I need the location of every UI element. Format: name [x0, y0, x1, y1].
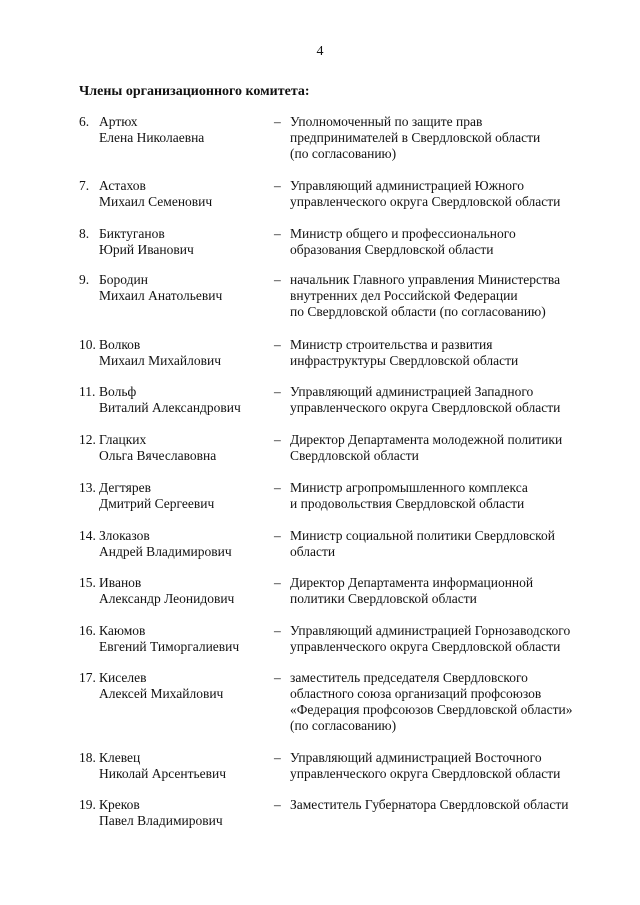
dash-separator: – — [274, 575, 281, 590]
member-surname: Вольф — [99, 384, 137, 399]
member-given-names: Николай Арсентьевич — [99, 766, 227, 781]
member-role-line: предпринимателей в Свердловской области — [290, 130, 541, 145]
member-role-line: (по согласованию) — [290, 146, 397, 161]
member-name — [99, 575, 234, 607]
page-number: 4 — [316, 44, 324, 59]
member-given-names: Дмитрий Сергеевич — [99, 496, 215, 511]
member-role — [290, 114, 610, 162]
member-role-line: «Федерация профсоюзов Свердловской области» — [290, 702, 573, 717]
member-name — [99, 670, 223, 702]
member-role-line: заместитель председателя Свердловского — [290, 670, 528, 685]
member-surname: Клевец — [99, 750, 141, 765]
member-surname: Киселев — [99, 670, 147, 685]
member-name — [99, 226, 194, 258]
member-name — [99, 750, 226, 782]
member-role-line: Управляющий администрацией Восточного — [290, 750, 542, 765]
member-number: 10. — [79, 337, 96, 352]
member-role-line: управленческого округа Свердловской области — [290, 194, 561, 209]
member-given-names: Александр Леонидович — [99, 591, 235, 606]
dash-separator: – — [274, 337, 281, 352]
member-role — [290, 432, 610, 464]
member-role-line: управленческого округа Свердловской области — [290, 400, 561, 415]
dash-separator: – — [274, 432, 281, 447]
member-number: 17. — [79, 670, 96, 685]
member-given-names: Елена Николаевна — [99, 130, 205, 145]
member-surname: Биктуганов — [99, 226, 165, 241]
member-given-names: Виталий Александрович — [99, 400, 241, 415]
member-number: 15. — [79, 575, 96, 590]
member-role-line: управленческого округа Свердловской области — [290, 639, 561, 654]
member-surname: Креков — [99, 797, 140, 812]
dash-separator: – — [274, 528, 281, 543]
member-role-line: Директор Департамента информационной — [290, 575, 534, 590]
member-given-names: Алексей Михайлович — [99, 686, 224, 701]
dash-separator: – — [274, 272, 281, 287]
member-role-line: (по согласованию) — [290, 718, 397, 733]
dash-separator: – — [274, 178, 281, 193]
dash-separator: – — [274, 670, 281, 685]
member-role — [290, 272, 610, 320]
member-role — [290, 575, 610, 607]
member-role-line: начальник Главного управления Министерства — [290, 272, 561, 287]
member-number: 8. — [79, 226, 90, 241]
dash-separator: – — [274, 750, 281, 765]
member-role — [290, 178, 610, 210]
member-given-names: Юрий Иванович — [99, 242, 194, 257]
member-name — [99, 480, 214, 512]
member-number: 16. — [79, 623, 96, 638]
member-given-names: Михаил Анатольевич — [99, 288, 223, 303]
member-role-line: областного союза организаций профсоюзов — [290, 686, 542, 701]
member-surname: Дегтярев — [99, 480, 151, 495]
member-given-names: Андрей Владимирович — [99, 544, 232, 559]
member-given-names: Евгений Тиморгалиевич — [99, 639, 240, 654]
member-role — [290, 384, 610, 416]
dash-separator: – — [274, 114, 281, 129]
member-name — [99, 432, 216, 464]
member-name — [99, 337, 221, 369]
member-surname: Каюмов — [99, 623, 146, 638]
member-surname: Злоказов — [99, 528, 150, 543]
dash-separator: – — [274, 623, 281, 638]
member-role — [290, 480, 610, 512]
dash-separator: – — [274, 480, 281, 495]
member-number: 11. — [79, 384, 96, 399]
member-surname: Бородин — [99, 272, 148, 287]
member-given-names: Ольга Вячеславовна — [99, 448, 217, 463]
section-heading: Члены организационного комитета: — [79, 84, 310, 99]
member-number: 9. — [79, 272, 90, 287]
member-number: 19. — [79, 797, 96, 812]
member-name — [99, 797, 223, 829]
member-given-names: Михаил Михайлович — [99, 353, 222, 368]
member-number: 7. — [79, 178, 90, 193]
member-role-line: Управляющий администрацией Западного — [290, 384, 534, 399]
member-role-line: и продовольствия Свердловской области — [290, 496, 525, 511]
member-number: 18. — [79, 750, 96, 765]
member-number: 13. — [79, 480, 96, 495]
member-given-names: Павел Владимирович — [99, 813, 223, 828]
dash-separator: – — [274, 384, 281, 399]
member-role — [290, 670, 610, 734]
member-role-line: по Свердловской области (по согласованию) — [290, 304, 546, 319]
member-role-line: Управляющий администрацией Горнозаводского — [290, 623, 571, 638]
member-surname: Астахов — [99, 178, 146, 193]
member-surname: Глацких — [99, 432, 147, 447]
member-given-names: Михаил Семенович — [99, 194, 213, 209]
member-role-line: управленческого округа Свердловской области — [290, 766, 561, 781]
member-number: 14. — [79, 528, 96, 543]
member-role-line: Управляющий администрацией Южного — [290, 178, 524, 193]
member-role-line: Заместитель Губернатора Свердловской области — [290, 797, 569, 812]
member-role-line: Директор Департамента молодежной политики — [290, 432, 563, 447]
member-name — [99, 178, 212, 210]
member-role-line: Министр социальной политики Свердловской — [290, 528, 556, 543]
member-name — [99, 528, 232, 560]
member-role-line: области — [290, 544, 336, 559]
member-role-line: внутренних дел Российской Федерации — [290, 288, 518, 303]
member-name — [99, 114, 204, 146]
member-number: 12. — [79, 432, 96, 447]
member-role — [290, 528, 610, 560]
member-role-line: образования Свердловской области — [290, 242, 494, 257]
member-role-line: Министр агропромышленного комплекса — [290, 480, 528, 495]
member-name — [99, 272, 222, 304]
member-role-line: политики Свердловской области — [290, 591, 477, 606]
member-number: 6. — [79, 114, 90, 129]
member-role-line: инфраструктуры Свердловской области — [290, 353, 519, 368]
member-role — [290, 226, 610, 258]
dash-separator: – — [274, 226, 281, 241]
member-role — [290, 750, 610, 782]
member-role — [290, 337, 610, 369]
member-surname: Иванов — [99, 575, 142, 590]
member-role-line: Министр общего и профессионального — [290, 226, 516, 241]
member-role-line: Министр строительства и развития — [290, 337, 493, 352]
dash-separator: – — [274, 797, 281, 812]
member-role — [290, 623, 610, 655]
member-name — [99, 623, 239, 655]
member-name — [99, 384, 241, 416]
member-role — [290, 797, 610, 813]
member-surname: Артюх — [99, 114, 138, 129]
member-role-line: Свердловской области — [290, 448, 419, 463]
member-surname: Волков — [99, 337, 141, 352]
member-role-line: Уполномоченный по защите прав — [290, 114, 483, 129]
